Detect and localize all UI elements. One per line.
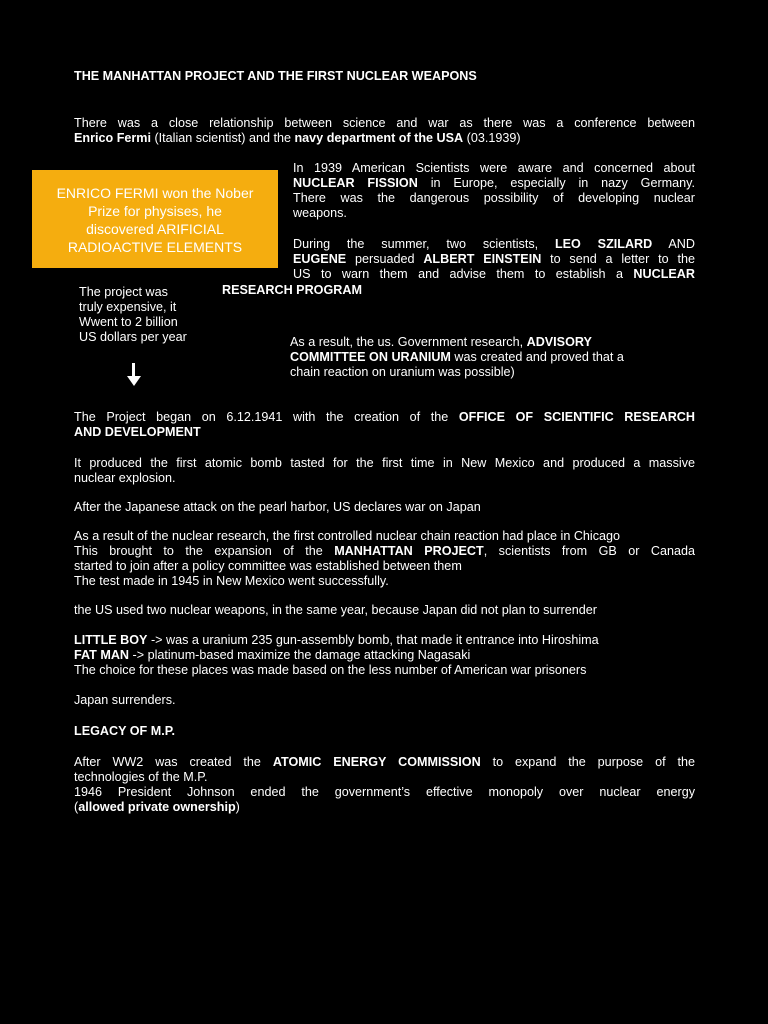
pearl-harbor-paragraph: After the Japanese attack on the pearl harbor, US declares war on Japan bbox=[74, 500, 481, 514]
surrender-paragraph: Japan surrenders. bbox=[74, 693, 176, 707]
osrd-bold-2: AND DEVELOPMENT bbox=[74, 425, 201, 439]
box-line-1: ENRICO FERMI won the Nober bbox=[56, 185, 254, 201]
box-line-2: Prize for physises, he bbox=[88, 203, 222, 219]
szilard-bold: LEO SZILARD bbox=[554, 237, 653, 251]
summer-paragraph bbox=[293, 237, 695, 282]
fission-line-2: in Europe, especially in nazy Germany. bbox=[417, 176, 695, 190]
navy-bold: navy department of the USA bbox=[294, 131, 464, 145]
chain-text-c: , scientists from GB or Canada bbox=[483, 544, 696, 558]
began-paragraph bbox=[74, 410, 695, 440]
box-line-4: RADIOACTIVE ELEMENTS bbox=[67, 239, 243, 255]
expense-line-4: US dollars per year bbox=[79, 330, 187, 344]
fission-line-3: There was the dangerous possibility of developing nuclear bbox=[293, 191, 695, 205]
chain-line-1: As a result of the nuclear research, the first controlled nuclear chain reaction had place in Chicago bbox=[74, 529, 621, 543]
summer-text-a: During the summer, two scientists, bbox=[293, 237, 555, 251]
advisory-text-a: As a result, the us. Government research, bbox=[290, 335, 527, 349]
advisory-paragraph bbox=[290, 335, 690, 380]
box-line-3: discovered ARIFICIAL bbox=[86, 221, 224, 237]
document-title: THE MANHATTAN PROJECT AND THE FIRST NUCLEAR WEAPONS bbox=[74, 69, 477, 83]
advisory-bold: ADVISORY bbox=[526, 335, 592, 349]
legacy-text-c: to expand the purpose of the bbox=[480, 755, 695, 769]
fermi-nobel-box bbox=[32, 170, 278, 268]
manhattan-project-bold: MANHATTAN PROJECT bbox=[334, 544, 484, 558]
legacy-line-3: 1946 President Johnson ended the government’s effective monopoly over nuclear energy bbox=[74, 785, 695, 799]
intro-text: (Italian scientist) and the bbox=[150, 131, 295, 145]
bomb-paragraph bbox=[74, 456, 695, 486]
intro-date: (03.1939) bbox=[463, 131, 521, 145]
legacy-heading bbox=[74, 724, 175, 739]
fat-man-text: -> platinum-based maximize the damage attacking Nagasaki bbox=[129, 648, 471, 662]
osrd-bold-1: OFFICE OF SCIENTIFIC RESEARCH bbox=[458, 410, 695, 424]
little-boy-text: -> was a uranium 235 gun-assembly bomb, that made it entrance into Hiroshima bbox=[147, 633, 599, 647]
choice-line: The choice for these places was made based on the less number of American war prisoners bbox=[74, 663, 587, 677]
fat-man-bold: FAT MAN bbox=[74, 648, 130, 662]
legacy-text-a: After WW2 was created the bbox=[74, 755, 273, 769]
legacy-title: LEGACY OF M.P. bbox=[74, 724, 176, 738]
expense-line-3: Wwent to 2 billion bbox=[79, 315, 178, 329]
chain-line-3: started to join after a policy committee was established between them bbox=[74, 559, 462, 573]
bombs-paragraph bbox=[74, 633, 695, 678]
down-arrow-icon bbox=[126, 363, 142, 389]
nuclear-bold: NUCLEAR bbox=[633, 267, 695, 281]
expense-line-1: The project was bbox=[79, 285, 168, 299]
chain-text-a: This brought to the expansion of the bbox=[74, 544, 335, 558]
einstein-bold: ALBERT EINSTEIN bbox=[423, 252, 542, 266]
bomb-line-2: nuclear explosion. bbox=[74, 471, 176, 485]
legacy-open-paren: ( bbox=[74, 800, 79, 814]
fermi-bold: Enrico Fermi bbox=[74, 131, 151, 145]
uranium-committee-bold: COMMITTEE ON URANIUM bbox=[290, 350, 451, 364]
fission-paragraph bbox=[293, 161, 695, 221]
legacy-paragraph bbox=[74, 755, 695, 815]
summer-text-f: US to warn them and advise them to establish a bbox=[293, 267, 634, 281]
expense-note bbox=[79, 285, 229, 345]
chain-reaction-paragraph bbox=[74, 529, 695, 589]
aec-bold: ATOMIC ENERGY COMMISSION bbox=[272, 755, 481, 769]
began-text: The Project began on 6.12.1941 with the creation of the bbox=[74, 410, 459, 424]
expense-line-2: truly expensive, it bbox=[79, 300, 177, 314]
little-boy-bold: LITTLE BOY bbox=[74, 633, 148, 647]
bomb-line-1: It produced the first atomic bomb tasted for the first time in New Mexico and produced a massive bbox=[74, 456, 695, 470]
research-program-bold: RESEARCH PROGRAM bbox=[222, 283, 362, 297]
advisory-text-c: was created and proved that a bbox=[450, 350, 624, 364]
intro-paragraph bbox=[74, 116, 695, 146]
summer-text-c: AND bbox=[652, 237, 695, 251]
fission-line-1: In 1939 American Scientists were aware and concerned about bbox=[293, 161, 695, 175]
advisory-text-d: chain reaction on uranium was possible) bbox=[290, 365, 515, 379]
research-program-line bbox=[222, 283, 362, 298]
chain-line-4: The test made in 1945 in New Mexico went successfully. bbox=[74, 574, 389, 588]
summer-text-d: persuaded bbox=[346, 252, 424, 266]
private-ownership-bold: allowed private ownership bbox=[78, 800, 236, 814]
legacy-close-paren: ) bbox=[235, 800, 240, 814]
eugene-bold: EUGENE bbox=[293, 252, 347, 266]
intro-line-1: There was a close relationship between science and war as there was a conference between bbox=[74, 116, 695, 130]
fission-line-4: weapons. bbox=[293, 206, 347, 220]
summer-text-e: to send a letter to the bbox=[541, 252, 695, 266]
legacy-line-2: technologies of the M.P. bbox=[74, 770, 208, 784]
fission-bold: NUCLEAR FISSION bbox=[293, 176, 418, 190]
two-weapons-paragraph: the US used two nuclear weapons, in the same year, because Japan did not plan to surrender bbox=[74, 603, 597, 617]
